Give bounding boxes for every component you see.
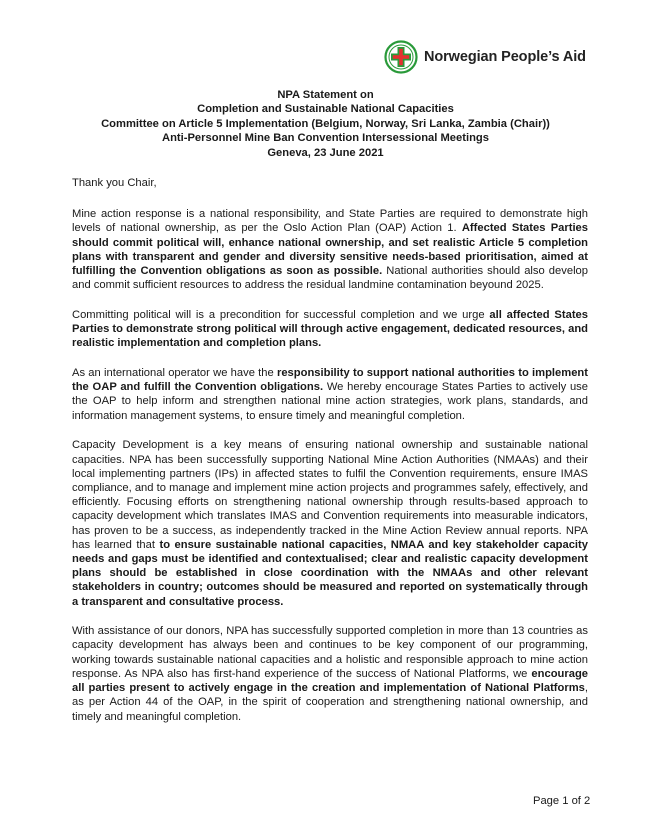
- text-run: Capacity Development is a key means of ensuring national ownership and sustainable national capacities. NPA has been successfully supporting National Mine Action Authorities (NMAAs) and their local implementing partners (IPs) in affected states to fulfil the Convention requirements, ensure IMAS compliance, and to manage and implement mine action projects and programmes safely, effectively, and efficiently. Focusing efforts on strengthening national ownership through results-based approach to capacity development which translates IMAS and Convention requirements into measurable indicators, has proven to be a success, as independently tracked in the Mine Action Review annual reports. NPA has learned that: [72, 439, 588, 551]
- text-run: Mine action response is a national responsibility, and State Parties are required to demonstrate high levels of national ownership, as per the Oslo Action Plan (OAP) Action 1.: [72, 208, 588, 235]
- bold-run: encourage all parties present to actively engage in the creation and implementation of National Platforms: [72, 667, 588, 695]
- heading-line: Committee on Article 5 Implementation (Belgium, Norway, Sri Lanka, Zambia (Chair)): [101, 117, 550, 130]
- greeting: Thank you Chair,: [72, 177, 157, 189]
- bold-run: to ensure sustainable national capacities, NMAA and key stakeholder capacity needs and gaps must be identified and contextualised; clear and realistic capacity development plans should be established in close coordination with the NMAAs and other relevant stakeholders in country; outcomes should be measured and reported on systematically through a transparent and consultative process.: [72, 538, 588, 608]
- text-run: With assistance of our donors, NPA has successfully supported completion in more than 13 countries as capacity development has always been and continues to be key component of our programming, working towards sustainable national capacities and a holistic and responsible approach to mine action response. As NPA also has first-hand experience of the success of National Platforms, we: [72, 625, 588, 680]
- paragraph-1: [72, 207, 588, 292]
- bold-run: Affected States Parties should commit political will, enhance national ownership, and set realistic Article 5 completion plans with transparent and gender and diversity sensitive needs-based prioritisation, aimed at fulfilling the Convention obligations as soon as possible.: [72, 222, 589, 278]
- paragraph-4: [72, 438, 588, 608]
- text-run: Committing political will is a precondition for successful completion and we urge: [72, 308, 490, 321]
- heading-line: Anti-Personnel Mine Ban Convention Intersessional Meetings: [162, 132, 489, 145]
- text-run: , as per Action 44 of the OAP, in the spirit of cooperation and strengthening national ownership, and timely and meaningful completion.: [72, 682, 588, 723]
- heading-line: Completion and Sustainable National Capacities: [197, 103, 454, 116]
- heading-line: Geneva, 23 June 2021: [267, 146, 384, 159]
- text-run: National authorities should also develop and commit sufficient resources to address the residual landmine contamination beyound 2025.: [72, 265, 588, 292]
- paragraph-5: [72, 624, 588, 723]
- paragraph-2: [72, 308, 588, 351]
- statement-body: [72, 176, 588, 739]
- paragraphs: [72, 207, 588, 724]
- paragraph-3: [72, 366, 588, 423]
- text-run: We hereby encourage States Parties to actively use the OAP to help inform and strengthen national mine action strategies, work plans, standards, and information management systems, to ensure timely and meaningful completion.: [72, 381, 588, 422]
- page-number: Page 1 of 2: [533, 795, 591, 807]
- npa-logo: [384, 40, 586, 74]
- logo-text: Norwegian People’s Aid: [424, 49, 586, 65]
- bold-run: responsibility to support national authorities to implement the OAP and fulfill the Convention obligations.: [72, 367, 588, 394]
- npa-cross-logo-icon: [384, 40, 418, 74]
- bold-run: all affected States Parties to demonstrate strong political will through active engagement, dedicated resources, and realistic implementation and completion plans.: [72, 308, 588, 350]
- text-run: As an international operator we have the: [72, 367, 277, 380]
- statement-heading: [0, 88, 651, 160]
- heading-line: NPA Statement on: [277, 89, 374, 101]
